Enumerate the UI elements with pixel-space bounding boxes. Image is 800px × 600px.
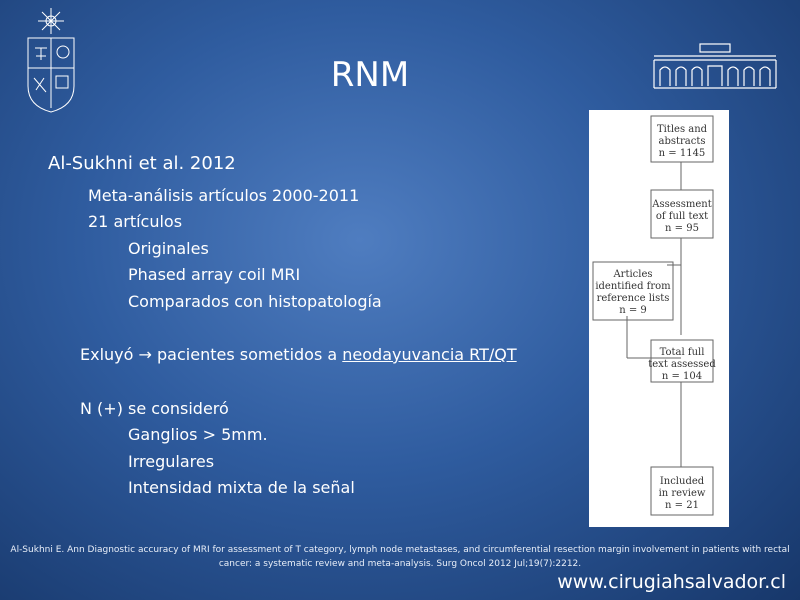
box4-line2: text assessed — [648, 359, 716, 370]
citation-line-2: cancer: a systematic review and meta-analysis. Surg Oncol 2012 Jul;19(7):2212. — [218, 559, 582, 569]
box3-line4: n = 9 — [619, 305, 647, 316]
comparados-line: Comparados con histopatología — [128, 292, 382, 311]
excluyo-line — [80, 345, 517, 365]
meta-analysis-line: Meta-análisis artículos 2000-2011 — [88, 186, 360, 205]
box2-line1: Assessment — [652, 199, 712, 210]
criterion-2: Irregulares — [128, 452, 215, 471]
box1-line2: abstracts — [658, 136, 706, 147]
box3-line1: Articles — [613, 269, 653, 280]
excluyo-prefix: Exluyó — [80, 345, 134, 364]
criterion-1: Ganglios > 5mm. — [128, 425, 268, 444]
box5-line3: n = 21 — [665, 500, 699, 511]
box5-line1: Included — [659, 476, 705, 487]
box2-line2: of full text — [655, 211, 709, 222]
box5-line2: in review — [658, 488, 706, 499]
arrow-icon: → — [138, 345, 152, 364]
box1-line1: Titles and — [656, 124, 708, 135]
study-heading: Al-Sukhni et al. 2012 — [48, 153, 236, 174]
box4-line1: Total full — [659, 347, 705, 358]
n-heading: N (+) se consideró — [80, 399, 229, 418]
box2-line3: n = 95 — [665, 223, 699, 234]
originales-line: Originales — [128, 239, 209, 258]
box3-line2: identified from — [595, 281, 671, 292]
box3-line3: reference lists — [596, 293, 670, 304]
box1-line3: n = 1145 — [658, 148, 706, 159]
citation-line-1: Al-Sukhni E. Ann Diagnostic accuracy of MRI for assessment of T category, lymph node metastases, and circumferential resection margin involvement in patients with rectal — [10, 545, 790, 555]
citation — [10, 543, 790, 571]
neoadjuvant-link[interactable]: neodayuvancia RT/QT — [342, 345, 517, 364]
slide-title: RNM — [330, 55, 410, 95]
website-url[interactable]: www.cirugiahsalvador.cl — [557, 571, 786, 593]
articles-line: 21 artículos — [88, 212, 183, 231]
phased-line: Phased array coil MRI — [128, 265, 301, 284]
criterion-3: Intensidad mixta de la señal — [128, 478, 355, 497]
flow-diagram — [589, 110, 729, 527]
excluyo-text: pacientes sometidos a — [157, 345, 338, 364]
box4-line3: n = 104 — [661, 371, 703, 382]
